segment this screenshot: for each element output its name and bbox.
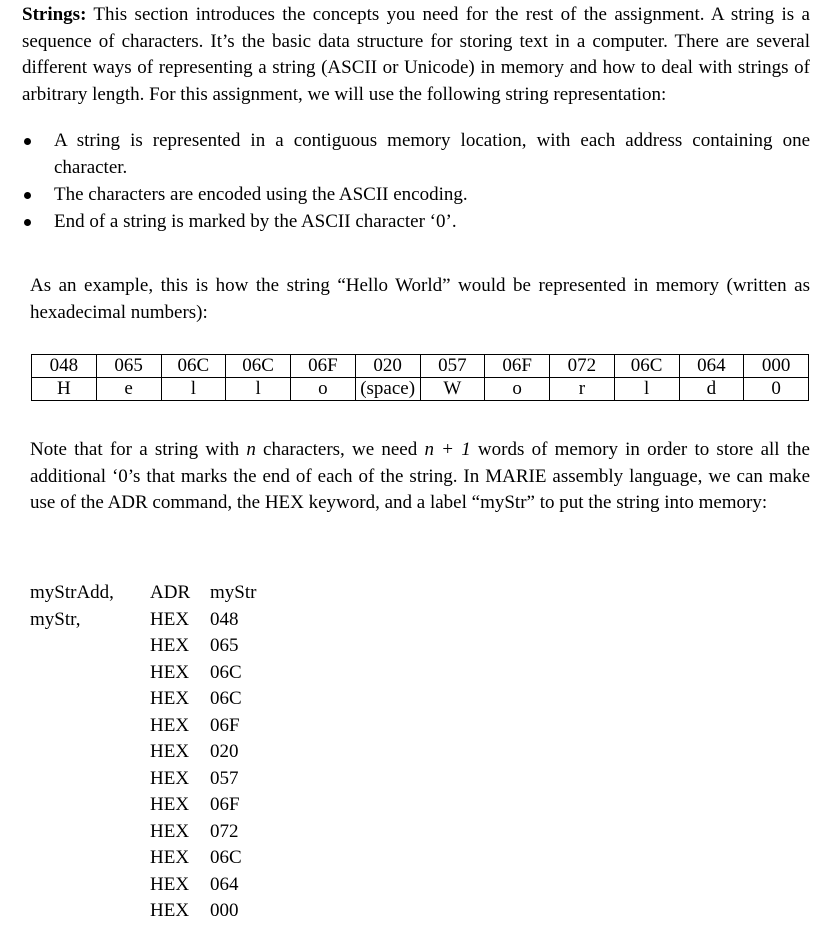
hex-cell: 048 — [32, 355, 97, 378]
code-op: HEX — [150, 767, 190, 789]
code-op: HEX — [150, 714, 190, 736]
hex-cell: 057 — [420, 355, 485, 378]
bullet-icon — [24, 138, 31, 145]
char-row — [32, 378, 809, 401]
code-arg: 06F — [210, 794, 240, 815]
code-line — [30, 766, 430, 793]
char-cell: r — [550, 378, 615, 401]
representation-rules-list — [22, 127, 810, 235]
code-line — [30, 580, 430, 607]
code-line — [30, 739, 430, 766]
char-cell: o — [485, 378, 550, 401]
code-arg: 072 — [210, 820, 239, 842]
code-op: HEX — [150, 608, 190, 630]
hex-cell: 020 — [355, 355, 420, 378]
variable-n-plus-1: n + 1 — [424, 439, 471, 460]
char-cell: e — [96, 378, 161, 401]
code-arg: 06C — [210, 847, 242, 868]
code-arg: 06C — [210, 688, 242, 709]
char-cell: l — [161, 378, 226, 401]
code-op: HEX — [150, 873, 190, 895]
code-line — [30, 633, 430, 660]
intro-text: This section introduces the concepts you need for the rest of the assignment. A string is a sequence of characters. It’s the basic data structure for storing text in a computer. There are several different ways of representing a string (ASCII or Unicode) in memory and how to deal with strings of arbitrary length. For this assignment, we will use the following string representation: — [22, 4, 810, 105]
code-op: HEX — [150, 900, 190, 921]
code-op: HEX — [150, 847, 190, 868]
list-item: End of a string is marked by the ASCII character ‘0’. — [22, 208, 810, 235]
assembly-code-block — [30, 580, 430, 925]
code-line — [30, 872, 430, 899]
code-label: myStrAdd, — [30, 582, 114, 603]
code-arg: 06C — [210, 661, 242, 683]
hex-cell: 072 — [550, 355, 615, 378]
memory-table — [31, 354, 809, 401]
code-line — [30, 713, 430, 740]
code-op: ADR — [150, 582, 191, 603]
hex-cell: 06C — [614, 355, 679, 378]
code-line — [30, 819, 430, 846]
code-op: HEX — [150, 820, 190, 842]
code-arg: myStr — [210, 582, 257, 603]
char-cell: l — [226, 378, 291, 401]
char-cell: W — [420, 378, 485, 401]
code-op: HEX — [150, 688, 190, 709]
code-label: myStr, — [30, 608, 81, 630]
code-op: HEX — [150, 741, 190, 762]
hex-cell: 06F — [485, 355, 550, 378]
code-line — [30, 660, 430, 687]
variable-n: n — [246, 439, 256, 460]
code-arg: 000 — [210, 900, 239, 921]
bullet-icon — [24, 219, 31, 226]
code-op: HEX — [150, 794, 190, 815]
char-cell: d — [679, 378, 744, 401]
code-arg: 048 — [210, 608, 239, 630]
hex-cell: 065 — [96, 355, 161, 378]
intro-paragraph — [22, 2, 810, 108]
bullet-icon — [24, 192, 31, 199]
char-cell: 0 — [744, 378, 809, 401]
hex-cell: 06C — [226, 355, 291, 378]
code-arg: 06F — [210, 714, 240, 736]
code-arg: 020 — [210, 741, 239, 762]
hex-row — [32, 355, 809, 378]
example-paragraph: As an example, this is how the string “Hello World” would be represented in memory (written as hexadecimal numbers): — [30, 275, 810, 323]
list-item: The characters are encoded using the ASCII encoding. — [22, 181, 810, 208]
code-op: HEX — [150, 635, 190, 656]
hex-cell: 000 — [744, 355, 809, 378]
code-arg: 064 — [210, 873, 239, 895]
code-op: HEX — [150, 661, 190, 683]
code-line — [30, 686, 430, 713]
section-heading: Strings: — [22, 4, 87, 25]
hex-cell: 06F — [291, 355, 356, 378]
code-line — [30, 898, 430, 925]
note-paragraph: Note that for a string with n characters, we need n + 1 words of memory in order to store all the additional ‘0’s that marks the end of each of the string. In MARIE assembly language, we can make use of the ADR command, the HEX keyword, and a label “myStr” to put the string into memory: — [30, 439, 810, 513]
code-line — [30, 792, 430, 819]
hex-cell: 064 — [679, 355, 744, 378]
char-cell: l — [614, 378, 679, 401]
hex-cell: 06C — [161, 355, 226, 378]
list-item: A string is represented in a contiguous memory location, with each address containing one character. — [22, 127, 810, 181]
code-line — [30, 607, 430, 634]
char-cell: H — [32, 378, 97, 401]
char-cell: (space) — [355, 378, 420, 401]
code-arg: 057 — [210, 767, 239, 789]
char-cell: o — [291, 378, 356, 401]
code-arg: 065 — [210, 635, 239, 656]
code-line — [30, 845, 430, 872]
